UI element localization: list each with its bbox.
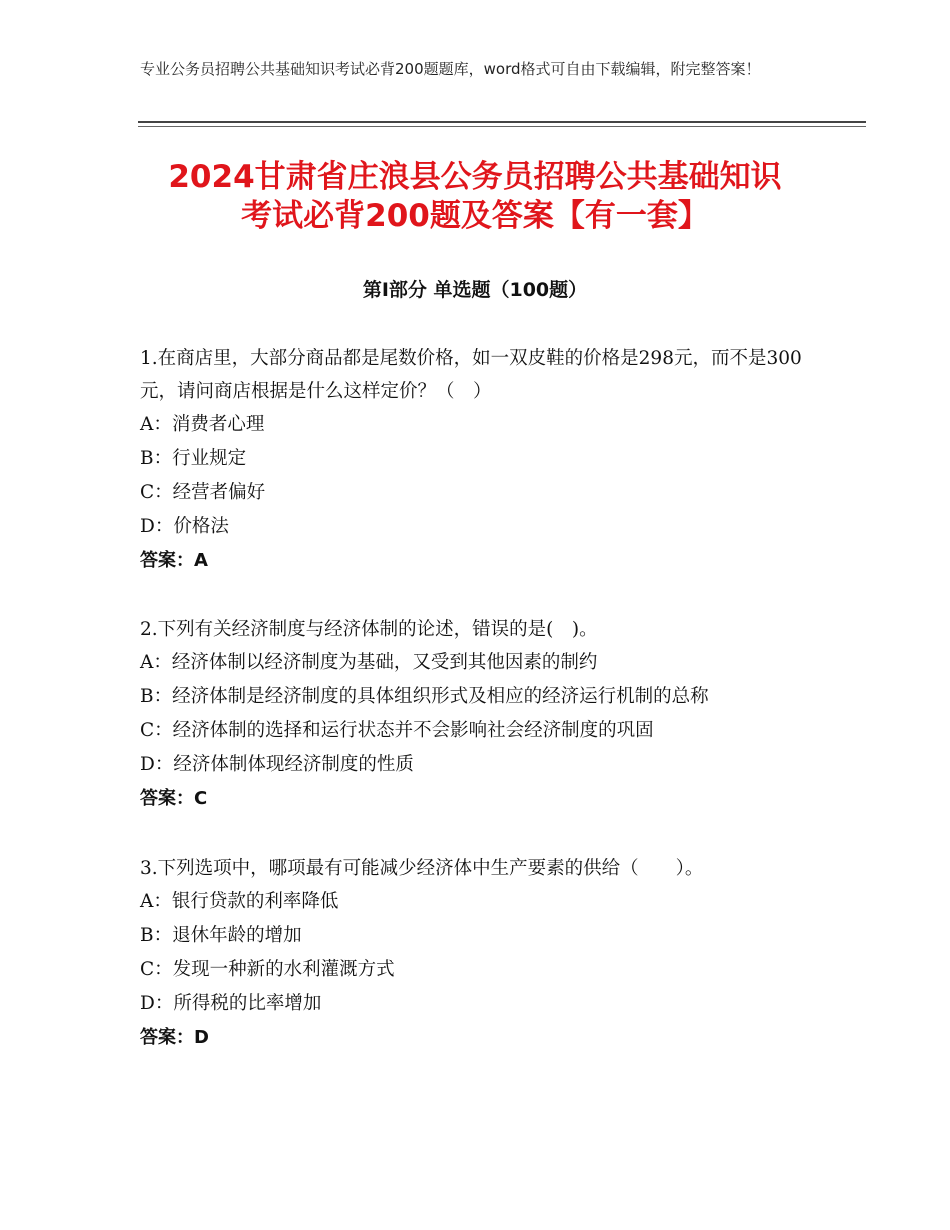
option-c: C：经营者偏好	[140, 482, 266, 503]
option-a: A：消费者心理	[140, 414, 265, 435]
answer: 答案：D	[140, 1027, 209, 1048]
answer: 答案：C	[140, 788, 208, 809]
option-a: A：银行贷款的利率降低	[140, 891, 339, 912]
option-d: D：经济体制体现经济制度的性质	[140, 754, 414, 775]
header-note: 专业公务员招聘公共基础知识考试必背200题题库，word格式可自由下载编辑，附完整答案！	[140, 60, 761, 78]
header-rule-thick	[138, 121, 866, 123]
document-title-line2: 考试必背200题及答案【有一套】	[241, 198, 709, 234]
option-c: C：经济体制的选择和运行状态并不会影响社会经济制度的巩固	[140, 720, 654, 741]
question-stem: 2.下列有关经济制度与经济体制的论述，错误的是( )。	[140, 619, 598, 640]
section-heading: 第Ⅰ部分 单选题（100题）	[362, 279, 588, 301]
header-rule-thin	[138, 126, 866, 127]
option-b: B：经济体制是经济制度的具体组织形式及相应的经济运行机制的总称	[140, 686, 709, 707]
option-d: D：所得税的比率增加	[140, 993, 322, 1014]
answer: 答案：A	[140, 550, 208, 571]
question-2	[140, 613, 820, 816]
option-b: B：行业规定	[140, 448, 247, 469]
document-title	[100, 158, 850, 236]
option-c: C：发现一种新的水利灌溉方式	[140, 959, 395, 980]
question-stem: 1.在商店里，大部分商品都是尾数价格，如一双皮鞋的价格是298元，而不是300元，请问商店根据是什么这样定价？（ ）	[140, 348, 802, 402]
option-a: A：经济体制以经济制度为基础，又受到其他因素的制约	[140, 652, 598, 673]
question-stem: 3.下列选项中，哪项最有可能减少经济体中生产要素的供给（ ）。	[140, 858, 704, 879]
question-3	[140, 852, 820, 1055]
document-title-line1: 2024甘肃省庄浪县公务员招聘公共基础知识	[168, 159, 782, 195]
option-b: B：退休年龄的增加	[140, 925, 302, 946]
option-d: D：价格法	[140, 516, 229, 537]
question-1	[140, 342, 820, 578]
